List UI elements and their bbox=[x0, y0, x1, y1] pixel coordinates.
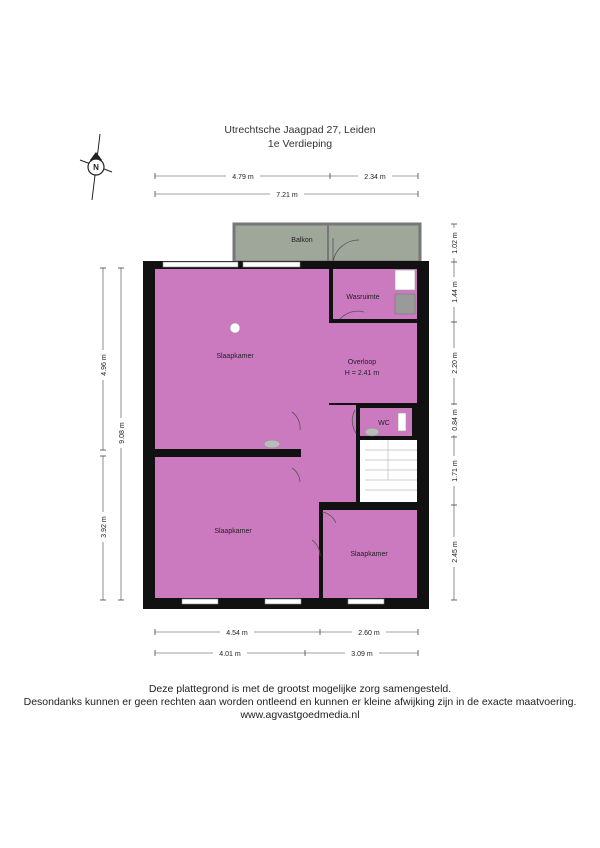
sink-icon bbox=[365, 428, 379, 436]
dim-right-3: 2.20 m bbox=[452, 352, 459, 374]
room-label-overloop-height: H = 2.41 m bbox=[344, 370, 380, 377]
dim-right-1: 1.02 m bbox=[452, 232, 459, 254]
disclaimer-line-1: Deze plattegrond is met de grootst mogelijke zorg samengesteld. bbox=[148, 683, 452, 695]
compass-icon bbox=[80, 134, 112, 200]
dim-top-total: 7.21 m bbox=[276, 192, 298, 199]
dryer-icon bbox=[395, 294, 415, 314]
room-label-overloop: Overloop bbox=[347, 359, 377, 366]
washing-machine-icon bbox=[395, 270, 415, 290]
toilet-icon bbox=[398, 413, 406, 431]
dim-left-upper: 4.96 m bbox=[101, 354, 108, 376]
dim-bottom1-left: 4.54 m bbox=[226, 630, 248, 637]
room-label-slaapkamer-bottom-right: Slaapkamer bbox=[350, 551, 388, 558]
website-link[interactable]: www.agvastgoedmedia.nl bbox=[240, 709, 360, 721]
room-label-slaapkamer-top: Slaapkamer bbox=[216, 353, 254, 360]
dim-right-2: 1.44 m bbox=[452, 281, 459, 303]
dim-left-lower: 3.92 m bbox=[101, 516, 108, 538]
room-label-wasruimte: Wasruimte bbox=[346, 294, 380, 301]
light-fixture-icon bbox=[230, 323, 240, 333]
dim-top-right: 2.34 m bbox=[364, 174, 386, 181]
radiator-icon bbox=[264, 440, 280, 448]
dim-right-5: 1.71 m bbox=[452, 460, 459, 482]
stairs bbox=[360, 440, 417, 502]
balcony bbox=[234, 224, 420, 262]
dim-top-left: 4.79 m bbox=[232, 174, 254, 181]
plan-floor-name: 1e Verdieping bbox=[267, 138, 333, 150]
dim-bottom2-left: 4.01 m bbox=[219, 651, 241, 658]
dim-bottom1-right: 2.60 m bbox=[358, 630, 380, 637]
dim-left-total: 9.08 m bbox=[119, 422, 126, 444]
dim-right-6: 2.45 m bbox=[452, 541, 459, 563]
room-label-slaapkamer-bottom-left: Slaapkamer bbox=[214, 528, 252, 535]
dim-right-4: 0.84 m bbox=[452, 409, 459, 431]
room-label-wc: WC bbox=[378, 420, 390, 427]
plan-address: Utrechtsche Jaagpad 27, Leiden bbox=[224, 124, 376, 136]
disclaimer-line-2: Desondanks kunnen er geen rechten aan worden ontleend en kunnen er kleine afwijking zijn in de exacte maatvoering. bbox=[23, 696, 577, 708]
compass-north-label: N bbox=[93, 163, 99, 172]
dim-bottom2-right: 3.09 m bbox=[351, 651, 373, 658]
room-label-balkon: Balkon bbox=[291, 237, 313, 244]
